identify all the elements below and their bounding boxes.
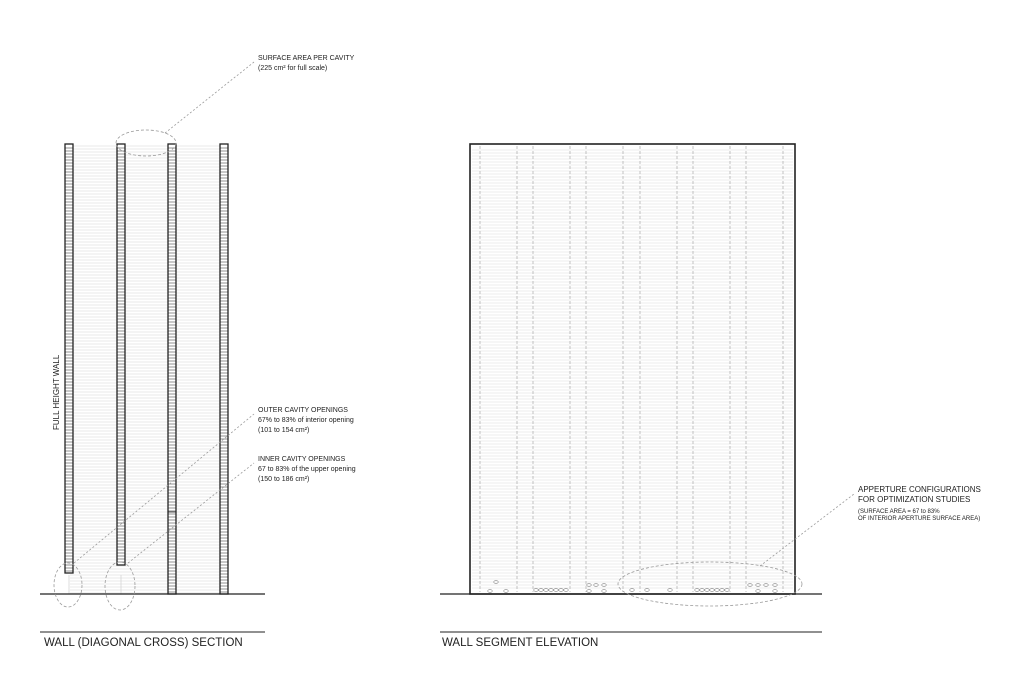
inner-opening-ratio: 67 to 83% of the upper opening	[258, 466, 356, 473]
aperture-shape	[756, 590, 760, 593]
aperture-shape	[554, 589, 558, 592]
aperture-shape	[705, 589, 709, 592]
elevation-drawing	[440, 144, 981, 649]
aperture-shape	[488, 590, 492, 593]
aperture-shape	[700, 589, 704, 592]
surface-area-label: SURFACE AREA PER CAVITY	[258, 55, 355, 62]
section-drawing	[40, 55, 356, 649]
aperture-area-reference: OF INTERIOR APERTURE SURFACE AREA)	[858, 516, 981, 522]
elevation-hatch	[472, 150, 793, 588]
aperture-marker	[618, 562, 802, 606]
inner-opening-label: INNER CAVITY OPENINGS	[258, 456, 346, 463]
elevation-title: WALL SEGMENT ELEVATION	[442, 637, 599, 649]
aperture-shape	[773, 590, 777, 593]
section-hatch	[70, 146, 224, 593]
surface-area-note: (225 cm² for full scale)	[258, 65, 328, 72]
inner-opening-area: (150 to 186 cm²)	[258, 476, 310, 483]
aperture-shape	[564, 589, 568, 592]
wall-column	[168, 144, 176, 594]
aperture-shape	[587, 590, 591, 593]
aperture-shape	[710, 589, 714, 592]
aperture-shape	[645, 589, 649, 592]
aperture-shape	[539, 589, 543, 592]
aperture-leader	[760, 494, 854, 566]
aperture-shape	[630, 589, 634, 592]
wall-column	[65, 144, 73, 573]
section-title: WALL (DIAGONAL CROSS) SECTION	[44, 637, 243, 649]
elevation-apertures	[488, 581, 777, 593]
aperture-shape	[720, 589, 724, 592]
aperture-shape	[715, 589, 719, 592]
section-columns	[65, 144, 228, 594]
aperture-shape	[559, 589, 563, 592]
aperture-shape	[602, 590, 606, 593]
aperture-shape	[534, 589, 538, 592]
aperture-purpose: FOR OPTIMIZATION STUDIES	[858, 495, 971, 504]
aperture-shape	[504, 590, 508, 593]
aperture-area-note: (SURFACE AREA = 67 to 83%	[858, 509, 940, 515]
outer-opening-ratio: 67% to 83% of interior opening	[258, 417, 354, 424]
surface-area-leader	[165, 62, 254, 133]
aperture-shape	[725, 589, 729, 592]
outer-opening-area: (101 to 154 cm²)	[258, 427, 310, 434]
aperture-shape	[668, 589, 672, 592]
aperture-label: APPERTURE CONFIGURATIONS	[858, 485, 981, 494]
aperture-shape	[695, 589, 699, 592]
aperture-shape	[549, 589, 553, 592]
wall-column	[220, 144, 228, 594]
aperture-shape	[544, 589, 548, 592]
full-height-wall-label: FULL HEIGHT WALL	[52, 354, 61, 430]
outer-opening-label: OUTER CAVITY OPENINGS	[258, 407, 348, 414]
